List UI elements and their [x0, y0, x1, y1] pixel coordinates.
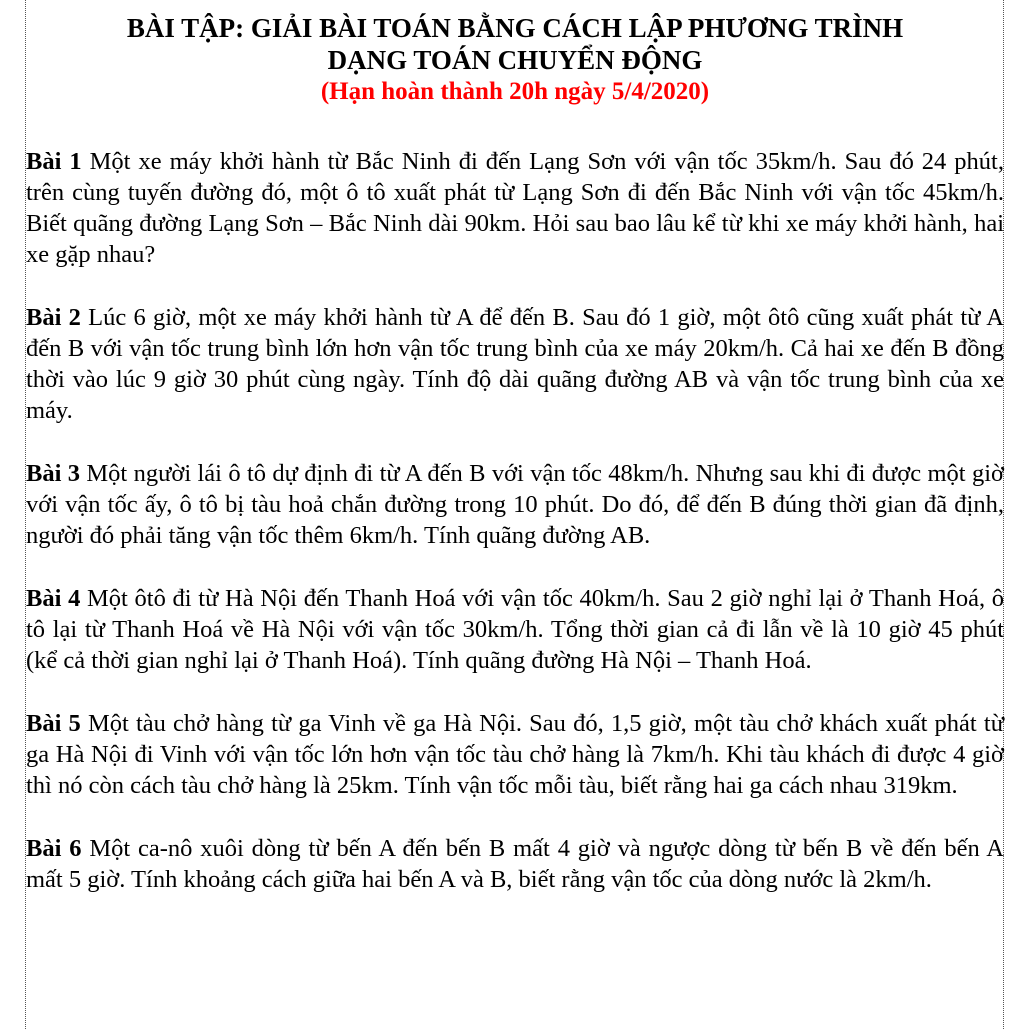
problem-4-label: Bài 4 — [26, 585, 81, 612]
problem-1-text: Một xe máy khởi hành từ Bắc Ninh đi đến Lạng Sơn với vận tốc 35km/h. Sau đó 24 phút, trên cùng tuyến đường đó, một ô tô xuất phát từ Lạng Sơn đi đến Bắc Ninh với vận tốc 45km/h. Biết quãng đường Lạng Sơn – Bắc Ninh dài 90km. Hỏi sau bao lâu kể từ khi xe máy khởi hành, hai xe gặp nhau? — [26, 148, 1004, 268]
problem-5 — [26, 708, 1004, 801]
problem-5-text: Một tàu chở hàng từ ga Vinh về ga Hà Nội. Sau đó, 1,5 giờ, một tàu chở khách xuất phát từ ga Hà Nội đi Vinh với vận tốc lớn hơn vận tốc tàu chở hàng là 7km/h. Khi tàu khách đi được 4 giờ thì nó còn cách tàu chở hàng là 25km. Tính vận tốc mỗi tàu, biết rằng hai ga cách nhau 319km. — [26, 710, 1004, 799]
title-line-2: DẠNG TOÁN CHUYỂN ĐỘNG — [327, 45, 703, 75]
problem-2 — [26, 302, 1004, 426]
document-body — [26, 12, 1004, 927]
deadline-note: (Hạn hoàn thành 20h ngày 5/4/2020) — [320, 78, 710, 105]
problem-list — [26, 146, 1004, 895]
problem-5-label: Bài 5 — [26, 710, 81, 737]
problem-3-label: Bài 3 — [26, 460, 81, 487]
problem-6-text: Một ca-nô xuôi dòng từ bến A đến bến B mất 4 giờ và ngược dòng từ bến B về đến bến A mất 5 giờ. Tính khoảng cách giữa hai bến A và B, biết rằng vận tốc của dòng nước là 2km/h. — [26, 835, 1004, 893]
document-header — [26, 12, 1004, 108]
problem-6 — [26, 833, 1004, 895]
problem-4-text: Một ôtô đi từ Hà Nội đến Thanh Hoá với vận tốc 40km/h. Sau 2 giờ nghỉ lại ở Thanh Hoá, ô tô lại từ Thanh Hoá về Hà Nội với vận tốc 30km/h. Tổng thời gian cả đi lẫn về là 10 giờ 45 phút (kể cả thời gian nghỉ lại ở Thanh Hoá). Tính quãng đường Hà Nội – Thanh Hoá. — [26, 585, 1005, 674]
problem-2-text: Lúc 6 giờ, một xe máy khởi hành từ A để đến B. Sau đó 1 giờ, một ôtô cũng xuất phát từ A đến B với vận tốc trung bình lớn hơn vận tốc trung bình của xe máy 20km/h. Cả hai xe đến B đồng thời vào lúc 9 giờ 30 phút cùng ngày. Tính độ dài quãng đường AB và vận tốc trung bình của xe máy. — [26, 304, 1004, 424]
problem-1 — [26, 146, 1004, 270]
problem-6-label: Bài 6 — [26, 835, 82, 862]
title-line-1: BÀI TẬP: GIẢI BÀI TOÁN BẰNG CÁCH LẬP PHƯƠNG TRÌNH — [126, 13, 904, 43]
problem-3 — [26, 458, 1004, 551]
problem-4 — [26, 583, 1004, 676]
problem-3-text: Một người lái ô tô dự định đi từ A đến B với vận tốc 48km/h. Nhưng sau khi đi được một giờ với vận tốc ấy, ô tô bị tàu hoả chắn đường trong 10 phút. Do đó, để đến B đúng thời gian đã định, người đó phải tăng vận tốc thêm 6km/h. Tính quãng đường AB. — [26, 460, 1004, 549]
problem-2-label: Bài 2 — [26, 304, 81, 331]
problem-1-label: Bài 1 — [26, 148, 82, 175]
